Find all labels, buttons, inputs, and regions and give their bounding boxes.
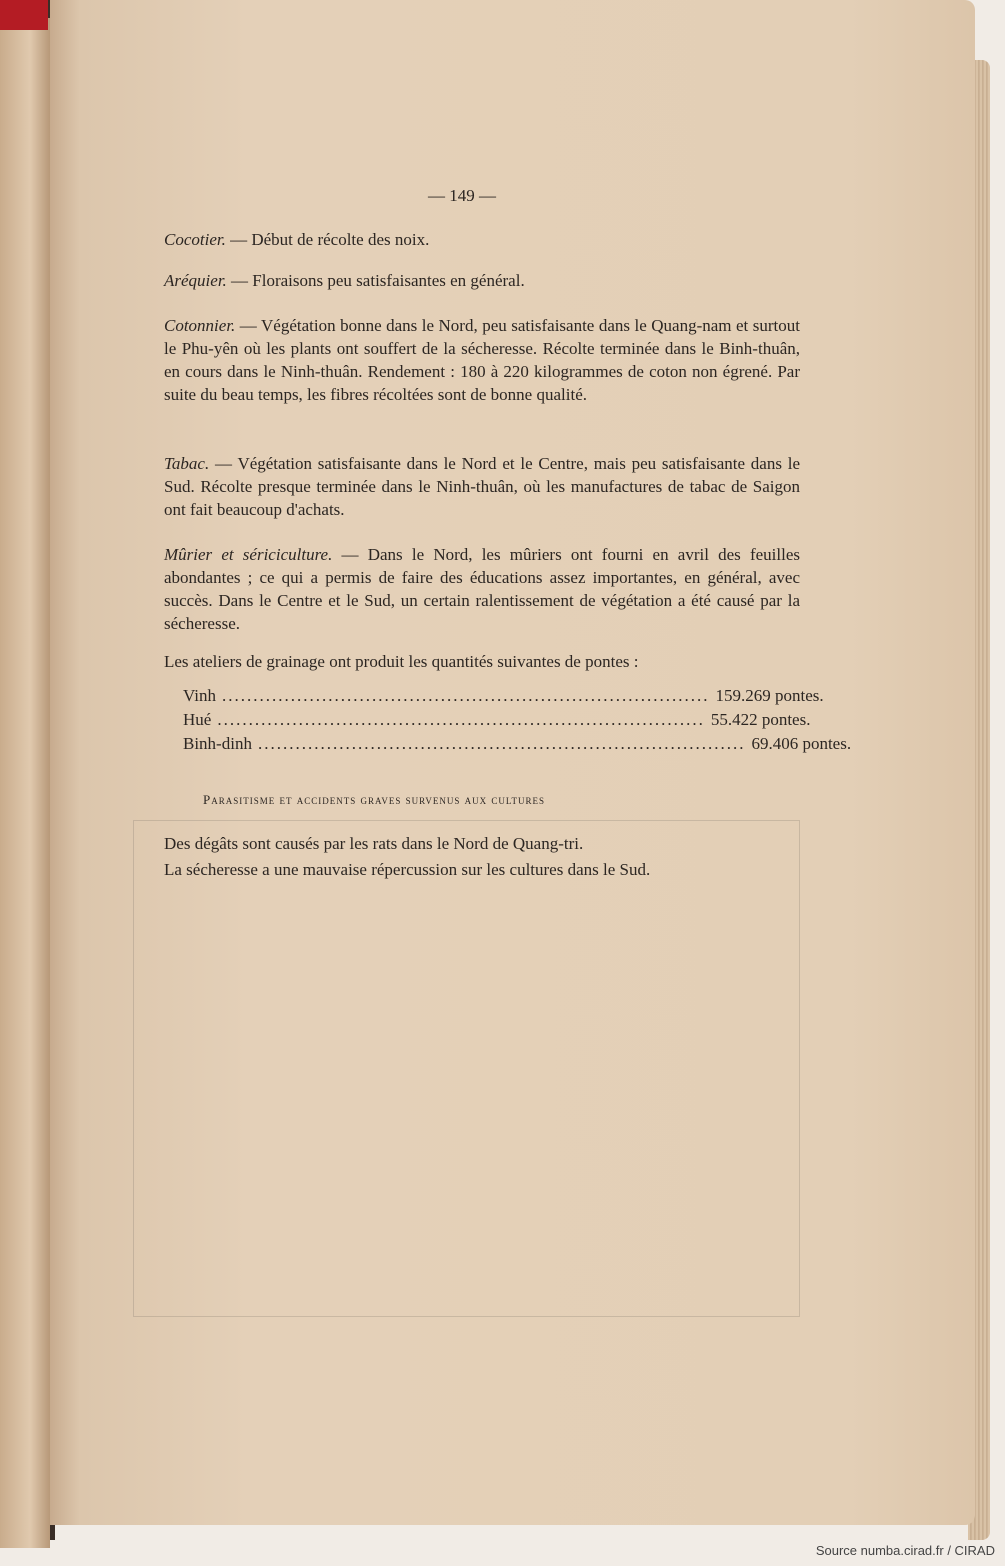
source-footer: Source numba.cirad.fr / CIRAD xyxy=(815,1543,995,1558)
paragraph-arequier xyxy=(164,269,800,292)
section-heading: Parasitisme et accidents graves survenus aux cultures xyxy=(203,792,546,807)
dot-leader: .............................................................................. xyxy=(217,710,705,729)
term-cocotier: Cocotier. xyxy=(164,230,226,249)
previous-page-edge xyxy=(0,18,50,1548)
grainage-row xyxy=(183,684,824,707)
grainage-row xyxy=(183,732,852,755)
grainage-value: 159.269 pontes. xyxy=(715,686,824,705)
term-murier: Mûrier et sériciculture. xyxy=(164,545,333,564)
text-cotonnier: — Végétation bonne dans le Nord, peu satisfaisante dans le Quang-nam et surtout le Phu-yên où les plants ont souffert de la sécheresse. Récolte terminée dans le Binh-thuân, en cours dans le Ninh-thuân. Rendement : 180 à 220 kilogrammes de coton non égrené. Par suite du beau temps, les fibres récoltées sont de bonne qualité. xyxy=(164,316,800,404)
show-through-table-frame xyxy=(133,820,800,1317)
paragraph-cotonnier xyxy=(164,314,800,406)
grainage-intro: Les ateliers de grainage ont produit les quantités suivantes de pontes : xyxy=(164,652,639,671)
grainage-place: Vinh xyxy=(183,686,216,705)
grainage-place: Hué xyxy=(183,710,212,729)
grainage-value: 69.406 pontes. xyxy=(751,734,852,753)
text-cocotier: — Début de récolte des noix. xyxy=(225,230,430,249)
page-number: — 149 — xyxy=(428,186,496,205)
binding-red-tab xyxy=(0,0,48,30)
term-tabac: Tabac. xyxy=(164,454,210,473)
section-paragraph: Des dégâts sont causés par les rats dans le Nord de Quang-tri. xyxy=(164,834,584,853)
section-paragraph: La sécheresse a une mauvaise répercussion sur les cultures dans le Sud. xyxy=(164,860,651,879)
text-tabac: — Végétation satisfaisante dans le Nord et le Centre, mais peu satisfaisante dans le Sud. Récolte presque terminée dans le Ninh-thuân, où les manufactures de tabac de Saigon ont fait beaucoup d'achats. xyxy=(164,454,800,519)
term-arequier: Aréquier. xyxy=(164,271,227,290)
grainage-value: 55.422 pontes. xyxy=(710,710,811,729)
grainage-place: Binh-dinh xyxy=(183,734,252,753)
text-arequier: — Floraisons peu satisfaisantes en général. xyxy=(226,271,525,290)
paragraph-murier xyxy=(164,543,800,635)
grainage-row xyxy=(183,708,811,731)
dot-leader: .............................................................................. xyxy=(221,686,710,705)
text-murier: — Dans le Nord, les mûriers ont fourni en avril des feuilles abondantes ; ce qui a permis de faire des éducations assez importantes, en général, avec succès. Dans le Centre et le Sud, un certain ralentissement de végétation a été causé par la sécheresse. xyxy=(164,545,800,633)
term-cotonnier: Cotonnier. xyxy=(164,316,236,335)
paragraph-cocotier xyxy=(164,228,800,251)
dot-leader: .............................................................................. xyxy=(257,734,746,753)
paragraph-tabac xyxy=(164,452,800,521)
